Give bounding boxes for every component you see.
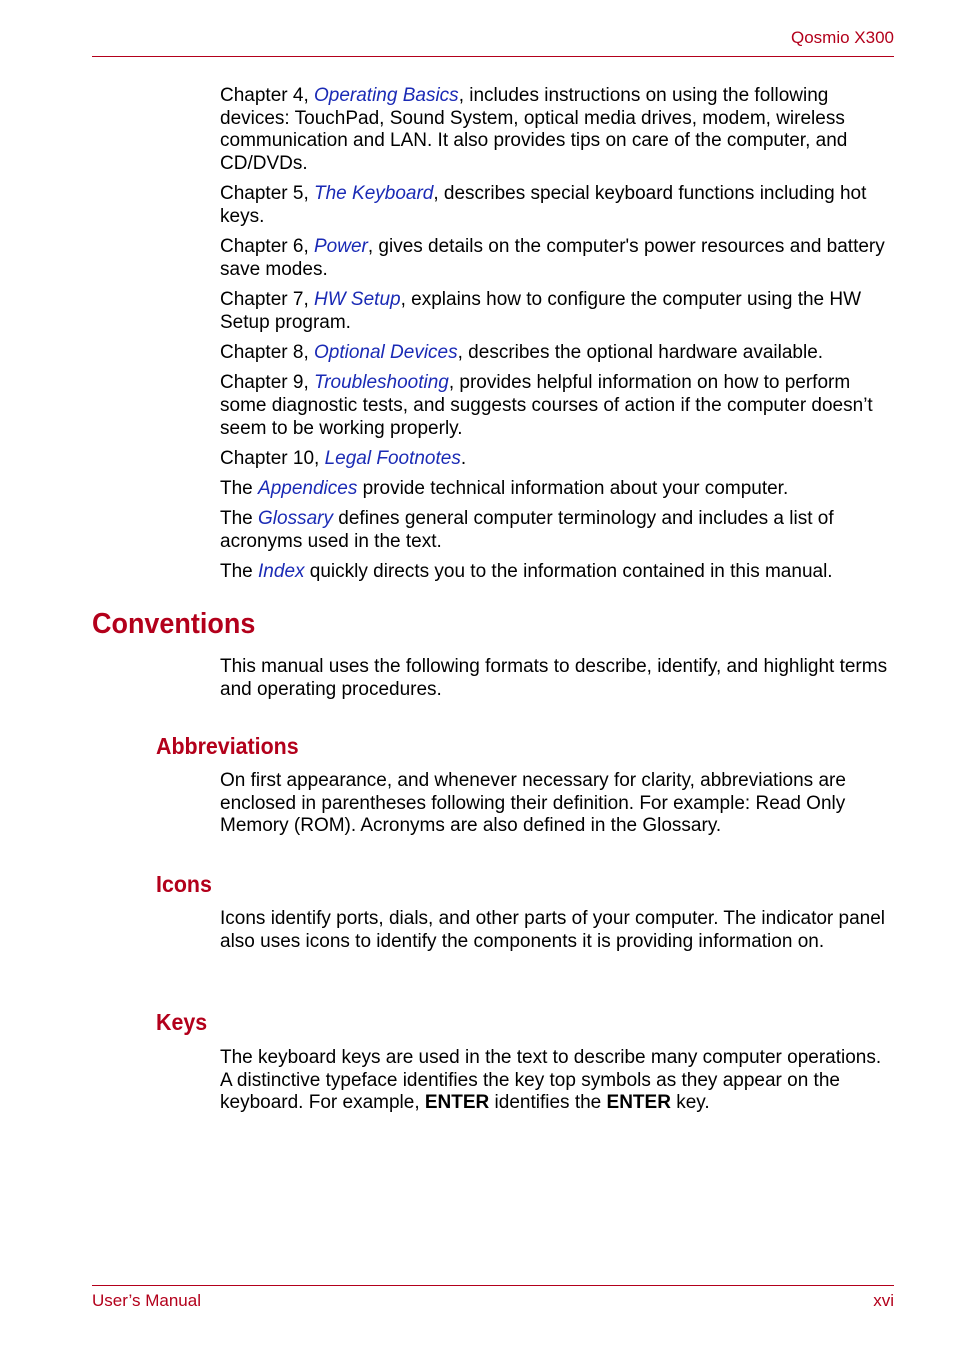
chapter-description: . [460, 447, 467, 469]
chapter-entry [220, 448, 894, 471]
abbreviations-text: On first appearance, and whenever necessary for clarity, abbreviations are enclosed in parentheses following their definition. For example: Read Only Memory (ROM). Acronyms are also defined in the Glossary. [220, 770, 846, 837]
conventions-intro-block [220, 656, 894, 709]
chapter-link-glossary[interactable]: Glossary [258, 508, 333, 530]
chapter-link-legal-footnotes[interactable]: Legal Footnotes [324, 447, 461, 469]
chapter-description: , describes the optional hardware available. [457, 342, 824, 364]
chapter-link-optional-devices[interactable]: Optional Devices [314, 342, 458, 364]
chapter-prefix: The [220, 508, 259, 530]
chapter-description: , includes instructions on using the following devices: TouchPad, Sound System, optical media drives, modem, wireless communication and LAN. It also provides tips on care of the computer, and CD/DVDs. [220, 85, 848, 175]
icons-text: Icons identify ports, dials, and other parts of your computer. The indicator panel also uses icons to identify the components it is providing information on. [220, 908, 886, 952]
chapter-prefix: Chapter 7, [220, 289, 314, 311]
running-header-title: Qosmio X300 [791, 28, 894, 47]
icons-block [220, 908, 894, 961]
chapter-link-operating-basics[interactable]: Operating Basics [314, 85, 459, 106]
chapter-link-index[interactable]: Index [258, 561, 305, 583]
chapter-link-power[interactable]: Power [314, 236, 368, 258]
chapter-link-the-keyboard[interactable]: The Keyboard [314, 183, 434, 205]
chapter-description: , provides helpful information on how to perform some diagnostic tests, and suggests courses of action if the computer doesn’t seem to be working properly. [220, 372, 873, 439]
footer-rule [92, 1285, 894, 1286]
enter-key-label: ENTER [424, 1092, 490, 1114]
page-number: xvi [873, 1291, 894, 1310]
chapter-entry [220, 508, 894, 553]
abbreviations-heading: Abbreviations [156, 733, 299, 759]
chapter-description: , gives details on the computer's power resources and battery save modes. [220, 236, 885, 280]
keys-text-part: The keyboard keys are used in the text to describe many computer operations. A distinctive typeface identifies the key top symbols as they appear on the keyboard. For example, [220, 1047, 882, 1114]
chapter-entry [220, 183, 894, 228]
chapter-description: defines general computer terminology and includes a list of acronyms used in the text. [220, 508, 834, 552]
chapter-entry [220, 372, 894, 440]
chapter-description: , explains how to configure the computer using the HW Setup program. [220, 289, 862, 333]
chapter-prefix: Chapter 8, [220, 342, 314, 364]
chapter-prefix: Chapter 10, [220, 447, 325, 469]
keys-text-part: key. [670, 1092, 710, 1114]
chapter-link-troubleshooting[interactable]: Troubleshooting [314, 372, 449, 394]
chapter-description: , describes special keyboard functions including hot keys. [220, 183, 867, 228]
chapter-entry [220, 289, 894, 334]
chapter-prefix: The [220, 561, 259, 583]
abbreviations-block [220, 770, 894, 846]
chapter-entry [220, 478, 894, 501]
icons-heading: Icons [156, 871, 212, 897]
conventions-intro: This manual uses the following formats to describe, identify, and highlight terms and operating procedures. [220, 656, 888, 700]
chapter-overview-list [220, 85, 894, 591]
conventions-heading: Conventions [92, 608, 256, 640]
keys-heading: Keys [156, 1009, 208, 1035]
chapter-entry [220, 85, 894, 176]
chapter-entry [220, 236, 894, 281]
chapter-description: quickly directs you to the information contained in this manual. [304, 561, 833, 583]
chapter-prefix: Chapter 4, [220, 85, 314, 106]
keys-text-part: identifies the [489, 1092, 607, 1114]
keys-block [220, 1047, 894, 1123]
chapter-prefix: Chapter 5, [220, 183, 314, 205]
chapter-entry [220, 561, 894, 584]
chapter-entry [220, 342, 894, 365]
chapter-link-appendices[interactable]: Appendices [258, 478, 358, 500]
chapter-prefix: The [220, 478, 259, 500]
footer-manual-title: User’s Manual [92, 1291, 201, 1310]
chapter-prefix: Chapter 6, [220, 236, 314, 258]
keys-text [220, 1047, 894, 1115]
chapter-link-hw-setup[interactable]: HW Setup [314, 289, 401, 311]
header-rule [92, 56, 894, 57]
enter-key-label: ENTER [606, 1092, 671, 1114]
chapter-prefix: Chapter 9, [220, 372, 314, 394]
chapter-description: provide technical information about your computer. [357, 478, 789, 500]
